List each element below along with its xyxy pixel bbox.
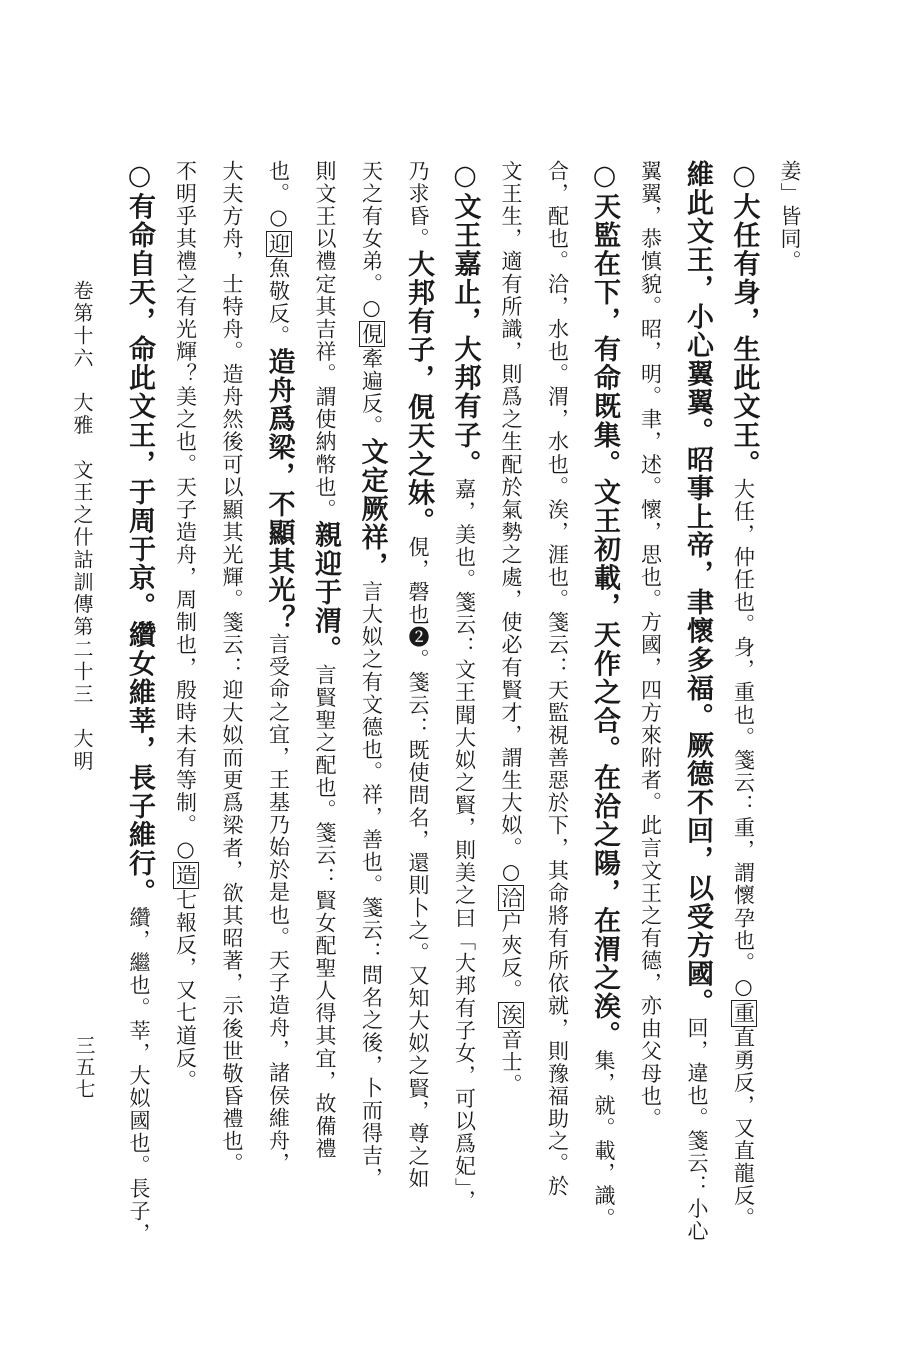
verse-text: 造舟爲梁，不顯其光？ [263,347,295,634]
verse-text: ○天監在下，有命既集。文王初載，天作之合。在洽之陽，在渭之涘。 [589,160,620,1050]
commentary-text: 言受命之宜，王基乃始於是也。天子造舟，諸侯維舟， [266,633,291,1175]
commentary-text: 合，配也。洽，水也。渭，水也。涘，涯也。箋云：天監視善惡於下，其命將有所依就，則豫福助之。於 [545,160,570,1198]
commentary-text: 乃求昏。 [406,160,430,251]
commentary-text: 牽遍反。 [359,347,384,438]
commentary-text: 大夫方舟，士特舟。造舟然後可以顯其光輝。箋云：迎大姒而更爲梁者，欲其昭著，示後世敬昏禮也。 [220,160,244,1176]
text-column [398,160,438,1190]
commentary-text: 魚敬反。 [266,257,291,348]
verse-text: ○文王嘉止，大邦有子。 [449,160,481,479]
commentary-text: 大任，仲任也。身，重也。箋云：重，謂懷孕也。○ [731,478,756,1001]
verse-text: 親迎于渭。 [310,520,341,664]
verse-text: ○有命自天，命此文王，于周于京。纘女維莘，長子維行。 [124,160,155,907]
commentary-text: 直勇反，又直龍反。 [731,1026,756,1230]
commentary-text: 翼翼，恭慎貌。昭，明。聿，述。懷，思也。方國，四方來附者。此言文王之有德，亦由父母也。 [638,160,663,1131]
text-column [212,160,252,1175]
commentary-text: 七報反，又七道反。 [173,888,198,1092]
text-column [445,160,485,1212]
page-number: 三五七 [72,1035,96,1100]
commentary-text: 集，就。載，識。 [592,1049,616,1230]
text-column [119,160,159,1245]
verse-text: 大邦有子，俔天之妹。 [403,250,434,536]
commentary-text: 纘，繼也。莘，大姒國也。長子， [127,906,151,1245]
commentary-text: 姜」皆同。 [778,160,802,273]
commentary-text: 言大姒之有文德也。祥，善也。箋云：問名之後，卜而得吉， [359,580,384,1190]
boxed-character: 迎 [266,232,291,256]
boxed-character: 洽 [499,886,523,910]
boxed-character: 重 [731,1002,756,1025]
text-column [491,160,531,1096]
commentary-text: 則文王以禮定其吉祥。謂使納幣也。 [313,160,337,521]
commentary-text: 文王生，適有所識，則爲之生配於氣勢之處，使必有賢才，謂生大姒。○ [499,160,523,885]
commentary-text: 户夾反。 [499,911,523,1002]
text-column [631,160,671,1130]
boxed-character: 俔 [359,322,384,346]
verse-text: 維此文王，小心翼翼。昭事上帝，聿懷多福。厥德不回，以受方國。 [682,160,713,1017]
verse-text: 文定厥祥， [356,437,388,581]
commentary-text: 天之有女弟。○ [359,160,384,321]
text-column [166,160,206,1092]
commentary-text: 也。○ [266,160,291,231]
text-column [305,160,345,1160]
commentary-text: 音士。 [499,1028,523,1096]
boxed-character: 涘 [499,1003,523,1027]
running-header: 卷第十六 大雅 文王之什詁訓傳第二十三 大明 [70,280,94,773]
text-column [259,160,299,1175]
commentary-text: 言賢聖之配也。箋云：賢女配聖人得其宜，故備禮 [313,663,337,1161]
text-column [538,160,578,1198]
boxed-character: 造 [173,864,198,887]
text-column [584,160,624,1230]
commentary-text: 俔，磬也❷。箋云：既使問名，還則卜之。又知大姒之賢，尊之如 [406,535,430,1191]
text-column [352,160,392,1190]
text-column [677,160,717,1242]
text-column [770,160,810,273]
commentary-text: 嘉，美也。箋云：文王聞大姒之賢，則美之曰「大邦有子女，可以爲妃」， [452,478,477,1213]
verse-text: ○大任有身，生此文王。 [728,160,760,479]
commentary-text: 不明乎其禮之有光輝？美之也。天子造舟，周制也，殷時未有等制。○ [173,160,198,863]
text-column [724,160,764,1230]
commentary-text: 回，違也。箋云：小心 [685,1016,709,1243]
